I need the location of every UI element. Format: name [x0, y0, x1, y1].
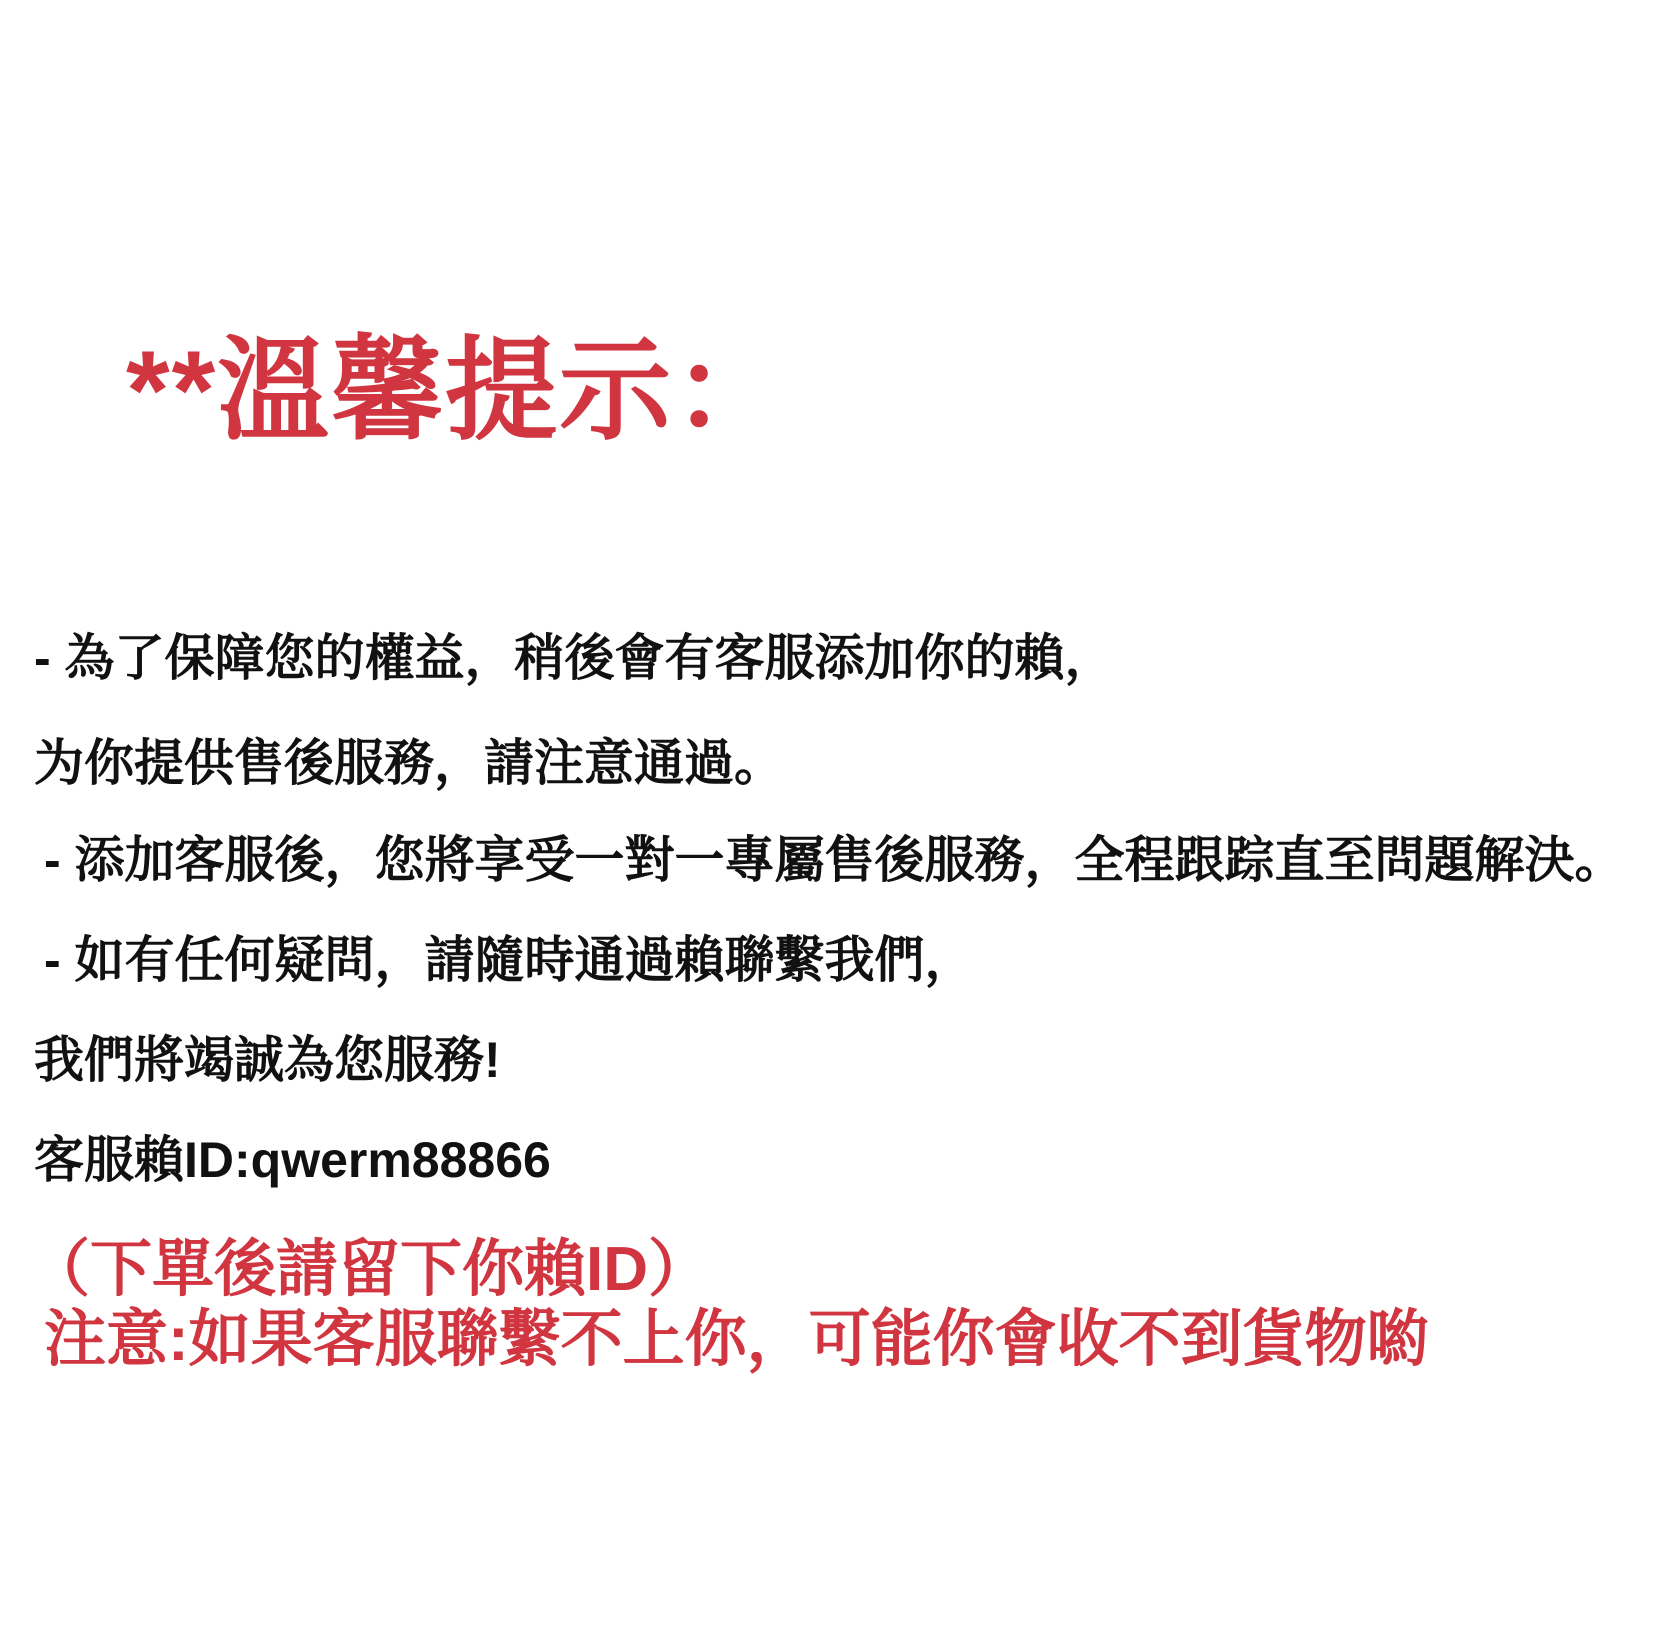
- notice-footer-line-2: 注意:如果客服聯繫不上你，可能你會收不到貨物喲: [44, 1305, 1429, 1374]
- notice-body-line-2: 为你提供售後服務，請注意通過。: [34, 735, 784, 791]
- notice-footer-line-1: （下單後請留下你賴ID）: [28, 1235, 711, 1304]
- notice-title: **溫馨提示：: [126, 328, 788, 453]
- notice-body-line-5: 我們將竭誠為您服務!: [34, 1032, 501, 1088]
- notice-body-line-1: - 為了保障您的權益，稍後會有客服添加你的賴，: [34, 630, 1115, 686]
- notice-body-line-3: - 添加客服後，您將享受一對一專屬售後服務，全程跟踪直至問題解決。: [44, 832, 1625, 888]
- notice-service-id-line: 客服賴ID:qwerm88866: [34, 1132, 551, 1188]
- notice-body-line-4: - 如有任何疑問，請隨時通過賴聯繫我們，: [44, 932, 975, 988]
